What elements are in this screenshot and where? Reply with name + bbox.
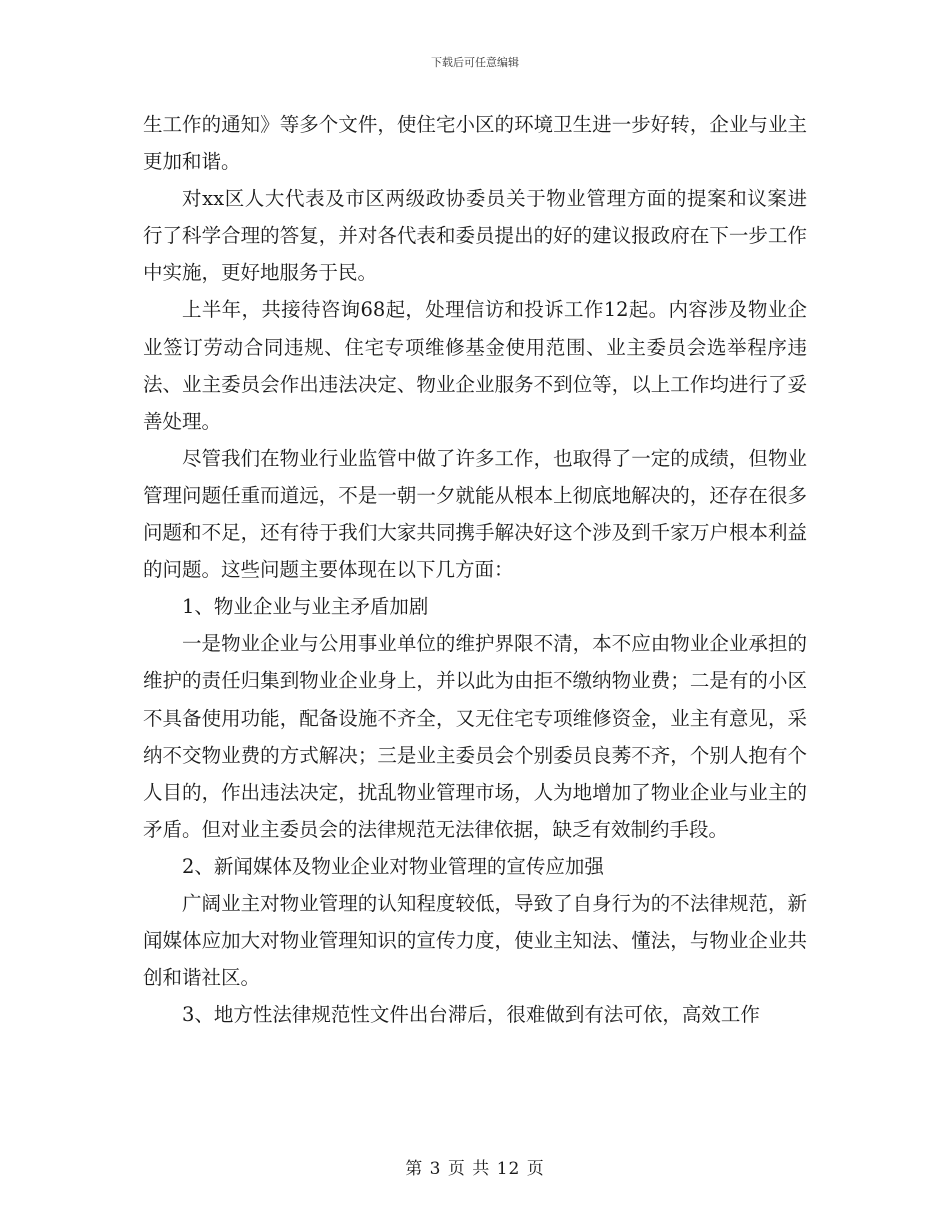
paragraph: 生工作的通知》等多个文件，使住宅小区的环境卫生进一步好转，企业与业主更加和谐。	[143, 113, 807, 174]
paragraph: 对xx区人大代表及市区两级政协委员关于物业管理方面的提案和议案进行了科学合理的答复，并对各代表和委员提出的好的建议报政府在下一步工作中实施，更好地服务于民。	[143, 187, 807, 285]
page-number: 第 3 页 共 12 页	[405, 1159, 545, 1179]
section-heading: 1、物业企业与业主矛盾加剧	[182, 595, 429, 619]
page-header: 下载后可任意编辑	[431, 56, 519, 69]
paragraph: 上半年，共接待咨询68起，处理信访和投诉工作12起。内容涉及物业企业签订劳动合同违规、住宅专项维修基金使用范围、业主委员会选举程序违法、业主委员会作出违法决定、物业企业服务不到位等，以上工作均进行了妥善处理。	[143, 298, 807, 433]
paragraph: 尽管我们在物业行业监管中做了许多工作，也取得了一定的成绩，但物业管理问题任重而道远，不是一朝一夕就能从根本上彻底地解决的，还存在很多问题和不足，还有待于我们大家共同携手解决好这个涉及到千家万户根本利益的问题。这些问题主要体现在以下几方面：	[143, 446, 807, 582]
section-heading: 3、地方性法律规范性文件出台滞后，很难做到有法可依，高效工作	[182, 1003, 760, 1027]
paragraph: 广阔业主对物业管理的认知程度较低，导致了自身行为的不法律规范，新闻媒体应加大对物业管理知识的宣传力度，使业主知法、懂法，与物业企业共创和谐社区。	[143, 891, 807, 990]
section-heading: 2、新闻媒体及物业企业对物业管理的宣传应加强	[182, 854, 604, 878]
paragraph: 一是物业企业与公用事业单位的维护界限不清，本不应由物业企业承担的维护的责任归集到物业企业身上，并以此为由拒不缴纳物业费；二是有的小区不具备使用功能，配备设施不齐全，又无住宅专项维修资金，业主有意见，采纳不交物业费的方式解决；三是业主委员会个别委员良莠不齐，个别人抱有个人目的，作出违法决定，扰乱物业管理市场，人为地增加了物业企业与业主的矛盾。但对业主委员会的法律规范无法律依据，缺乏有效制约手段。	[143, 632, 807, 841]
document-body	[143, 106, 807, 1033]
